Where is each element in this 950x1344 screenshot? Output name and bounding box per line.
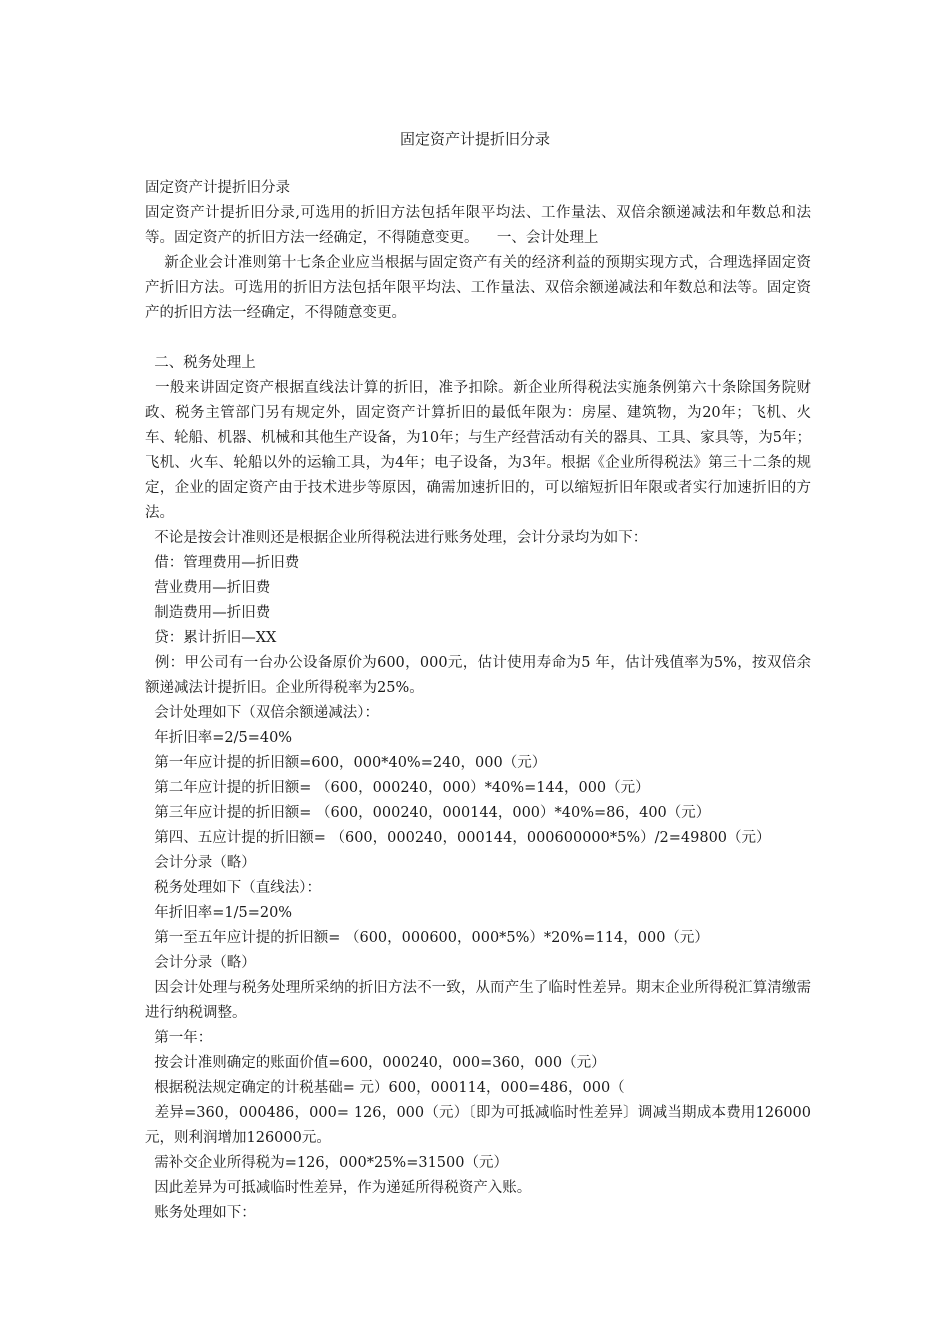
paragraph: 营业费用—折旧费 <box>145 580 271 596</box>
paragraph: 年折旧率=2/5=40% <box>145 730 293 746</box>
paragraph: 差异=360，000486，000= 126，000（元）〔即为可抵减临时性差异〕调减当期成本费用126000元，则利润增加126000元。 <box>145 1105 811 1146</box>
paragraph: 第一至五年应计提的折旧额= （600，000600，000*5%）*20%=114，000（元） <box>145 930 709 946</box>
paragraph: 按会计准则确定的账面价值=600，000240，000=360，000（元） <box>145 1055 606 1071</box>
paragraph: 会计分录（略） <box>145 955 256 971</box>
paragraph: 不论是按会计准则还是根据企业所得税法进行账务处理，会计分录均为如下： <box>145 530 648 546</box>
paragraph: 第一年应计提的折旧额=600，000*40%=240，000（元） <box>145 755 547 771</box>
paragraph: 需补交企业所得税为=126，000*25%=31500（元） <box>145 1155 508 1171</box>
paragraph: 一般来讲固定资产根据直线法计算的折旧，准予扣除。新企业所得税法实施条例第六十条除国务院财政、税务主管部门另有规定外，固定资产计算折旧的最低年限为：房屋、建筑物，为20年；飞机、火车、轮船、机器、机械和其他生产设备，为10年；与生产经营活动有关的器具、工具、家具等，为5年；飞机、火车、轮船以外的运输工具，为4年；电子设备，为3年。根据《企业所得税法》第三十二条的规定，企业的固定资产由于技术进步等原因，确需加速折旧的，可以缩短折旧年限或者实行加速折旧的方法。 <box>145 380 812 521</box>
paragraph: 固定资产计提折旧分录,可选用的折旧方法包括年限平均法、工作量法、双倍余额递减法和年数总和法等。固定资产的折旧方法一经确定，不得随意变更。 一、会计处理上 <box>145 205 811 246</box>
paragraph: 第一年： <box>145 1030 213 1046</box>
paragraph: 账务处理如下： <box>145 1205 256 1221</box>
paragraph: 会计处理如下（双倍余额递减法）： <box>145 705 379 721</box>
paragraph: 例：甲公司有一台办公设备原价为600，000元，估计使用寿命为5 年，估计残值率为5%，按双倍余额递减法计提折旧。企业所得税率为25%。 <box>145 655 812 696</box>
paragraph: 第二年应计提的折旧额= （600，000240，000）*40%=144，000（元） <box>145 780 650 796</box>
paragraph: 根据税法规定确定的计税基础= 元）600，000114，000=486，000（ <box>145 1080 625 1096</box>
paragraph: 固定资产计提折旧分录 <box>145 180 290 196</box>
paragraph: 新企业会计准则第十七条企业应当根据与固定资产有关的经济利益的预期实现方式，合理选择固定资产折旧方法。可选用的折旧方法包括年限平均法、工作量法、双倍余额递减法和年数总和法等。固定资产的折旧方法一经确定，不得随意变更。 <box>145 255 812 321</box>
document-title: 固定资产计提折旧分录 <box>399 130 550 148</box>
paragraph: 因此差异为可抵减临时性差异，作为递延所得税资产入账。 <box>145 1180 532 1196</box>
paragraph: 制造费用—折旧费 <box>145 605 271 621</box>
paragraph: 第三年应计提的折旧额= （600，000240，000144，000）*40%=86，400（元） <box>145 805 711 821</box>
paragraph: 会计分录（略） <box>145 855 256 871</box>
paragraph <box>145 326 811 351</box>
paragraph: 贷：累计折旧—XX <box>145 630 277 646</box>
paragraph: 二、税务处理上 <box>145 355 256 371</box>
paragraph: 税务处理如下（直线法）： <box>145 880 321 896</box>
document-body <box>145 176 811 1226</box>
paragraph: 借：管理费用—折旧费 <box>145 555 300 571</box>
paragraph: 第四、五应计提的折旧额= （600，000240，000144，000600000*5%）/2=49800（元） <box>145 830 771 846</box>
paragraph: 因会计处理与税务处理所采纳的折旧方法不一致，从而产生了临时性差异。期末企业所得税汇算清缴需进行纳税调整。 <box>145 980 811 1021</box>
paragraph: 年折旧率=1/5=20% <box>145 905 293 921</box>
